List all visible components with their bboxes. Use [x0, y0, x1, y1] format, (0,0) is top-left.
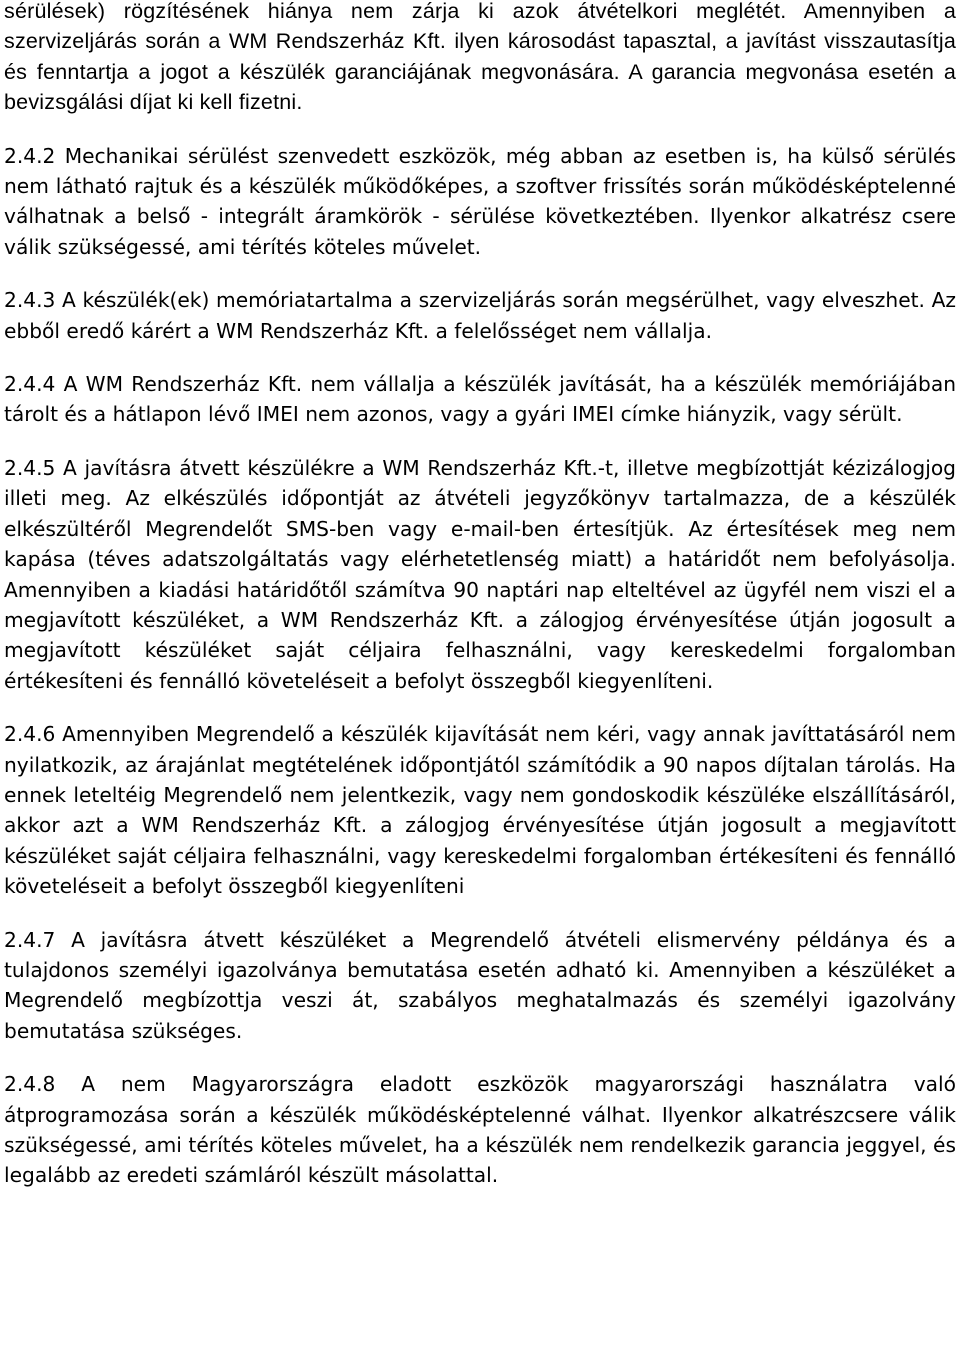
section-2-4-2 [4, 141, 956, 263]
section-text: A WM Rendszerház Kft. nem vállalja a készülék javítását, ha a készülék memóriájában tárolt és a hátlapon lévő IMEI nem azonos, vagy a gyári IMEI címke hiányzik, vagy sérült. [4, 372, 956, 427]
section-text: A készülék(ek) memóriatartalma a szervizeljárás során megsérülhet, vagy elveszhet. Az ebből eredő kárért a WM Rendszerház Kft. a felelősséget nem vállalja. [4, 288, 956, 343]
section-text: A javításra átvett készülékre a WM Rendszerház Kft.-t, illetve megbízottját kézizálogjog illeti meg. Az elkészülés időpontját az átvételi jegyzőkönyv tartalmazza, de a készülék elkészültéről Megrendelőt SMS-ben vagy e-mail-ben értesítjük. Az értesítések meg nem kapása (téves adatszolgáltatás vagy elérhetetlenség miatt) a határidőt nem befolyásolja. Amennyiben a kiadási határidőtől számítva 90 naptári nap elteltével az ügyfél nem viszi el a megjavított készüléket, a WM Rendszerház Kft. a zálogjog érvényesítése útján jogosult a megjavított készüléket saját céljaira felhasználni, vagy kereskedelmi forgalomban értékesíteni és fennálló követeléseit a befolyt összegből kiegyenlíteni. [4, 455, 956, 693]
section-text: Mechanikai sérülést szenvedett eszközök, még abban az esetben is, ha külső sérülés nem látható rajtuk és a készülék működőképes, a szoftver frissítés során működésképtelenné válhatnak a belső - integrált áramkörök - sérülése következtében. Ilyenkor alkatrész csere válik szükségessé, ami térítés köteles művelet. [4, 143, 956, 259]
section-number: 2.4.5 [4, 455, 56, 480]
section-2-4-6 [4, 719, 956, 901]
section-text: Amennyiben Megrendelő a készülék kijavítását nem kéri, vagy annak javíttatásáról nem nyilatkozik, az árajánlat megtételének időpontjától számítódik a 90 napos díjtalan tárolás. Ha ennek leteltéig Megrendelő nem jelentkezik, vagy nem gondoskodik készüléke elszállításáról, akkor azt a WM Rendszerház Kft. a zálogjog érvényesítése útján jogosult a megjavított készüléket saját céljaira felhasználni, vagy kereskedelmi forgalomban értékesíteni és fennálló követeléseit a befolyt összegből kiegyenlíteni [4, 722, 956, 899]
section-2-4-5 [4, 453, 956, 696]
section-number: 2.4.2 [4, 143, 56, 168]
section-number: 2.4.3 [4, 288, 56, 313]
section-2-4-3 [4, 285, 956, 346]
section-text: A javításra átvett készüléket a Megrendelő átvételi elismervény példánya és a tulajdonos személyi igazolványa bemutatása esetén adható ki. Amennyiben a készüléket a Megrendelő megbízottja veszi át, szabályos meghatalmazás és személyi igazolvány bemutatása szükséges. [4, 927, 957, 1043]
section-2-4-4 [4, 369, 956, 430]
section-number: 2.4.8 [4, 1072, 56, 1097]
section-text: A nem Magyarországra eladott eszközök magyarországi használatra való átprogramozása során a készülék működésképtelenné válhat. Ilyenkor alkatrészcsere válik szükségessé, ami térítés köteles művelet, ha a készülék nem rendelkezik garancia jeggyel, és legalább az eredeti számláról készült másolattal. [4, 1072, 957, 1188]
section-2-4-7 [4, 925, 956, 1047]
section-number: 2.4.7 [4, 927, 56, 952]
intro-paragraph: sérülések) rögzítésének hiánya nem zárja ki azok átvételkori meglétét. Amennyiben a szervizeljárás során a WM Rendszerház Kft. ilyen károsodást tapasztal, a javítást visszautasítja és fenntartja a jogot a készülék garanciájának megvonására. A garancia megvonása esetén a bevizsgálási díjat ki kell fizetni. [4, 0, 956, 115]
document-page [4, 0, 956, 1191]
section-number: 2.4.6 [4, 722, 56, 747]
section-number: 2.4.4 [4, 372, 56, 397]
section-2-4-8 [4, 1069, 956, 1191]
